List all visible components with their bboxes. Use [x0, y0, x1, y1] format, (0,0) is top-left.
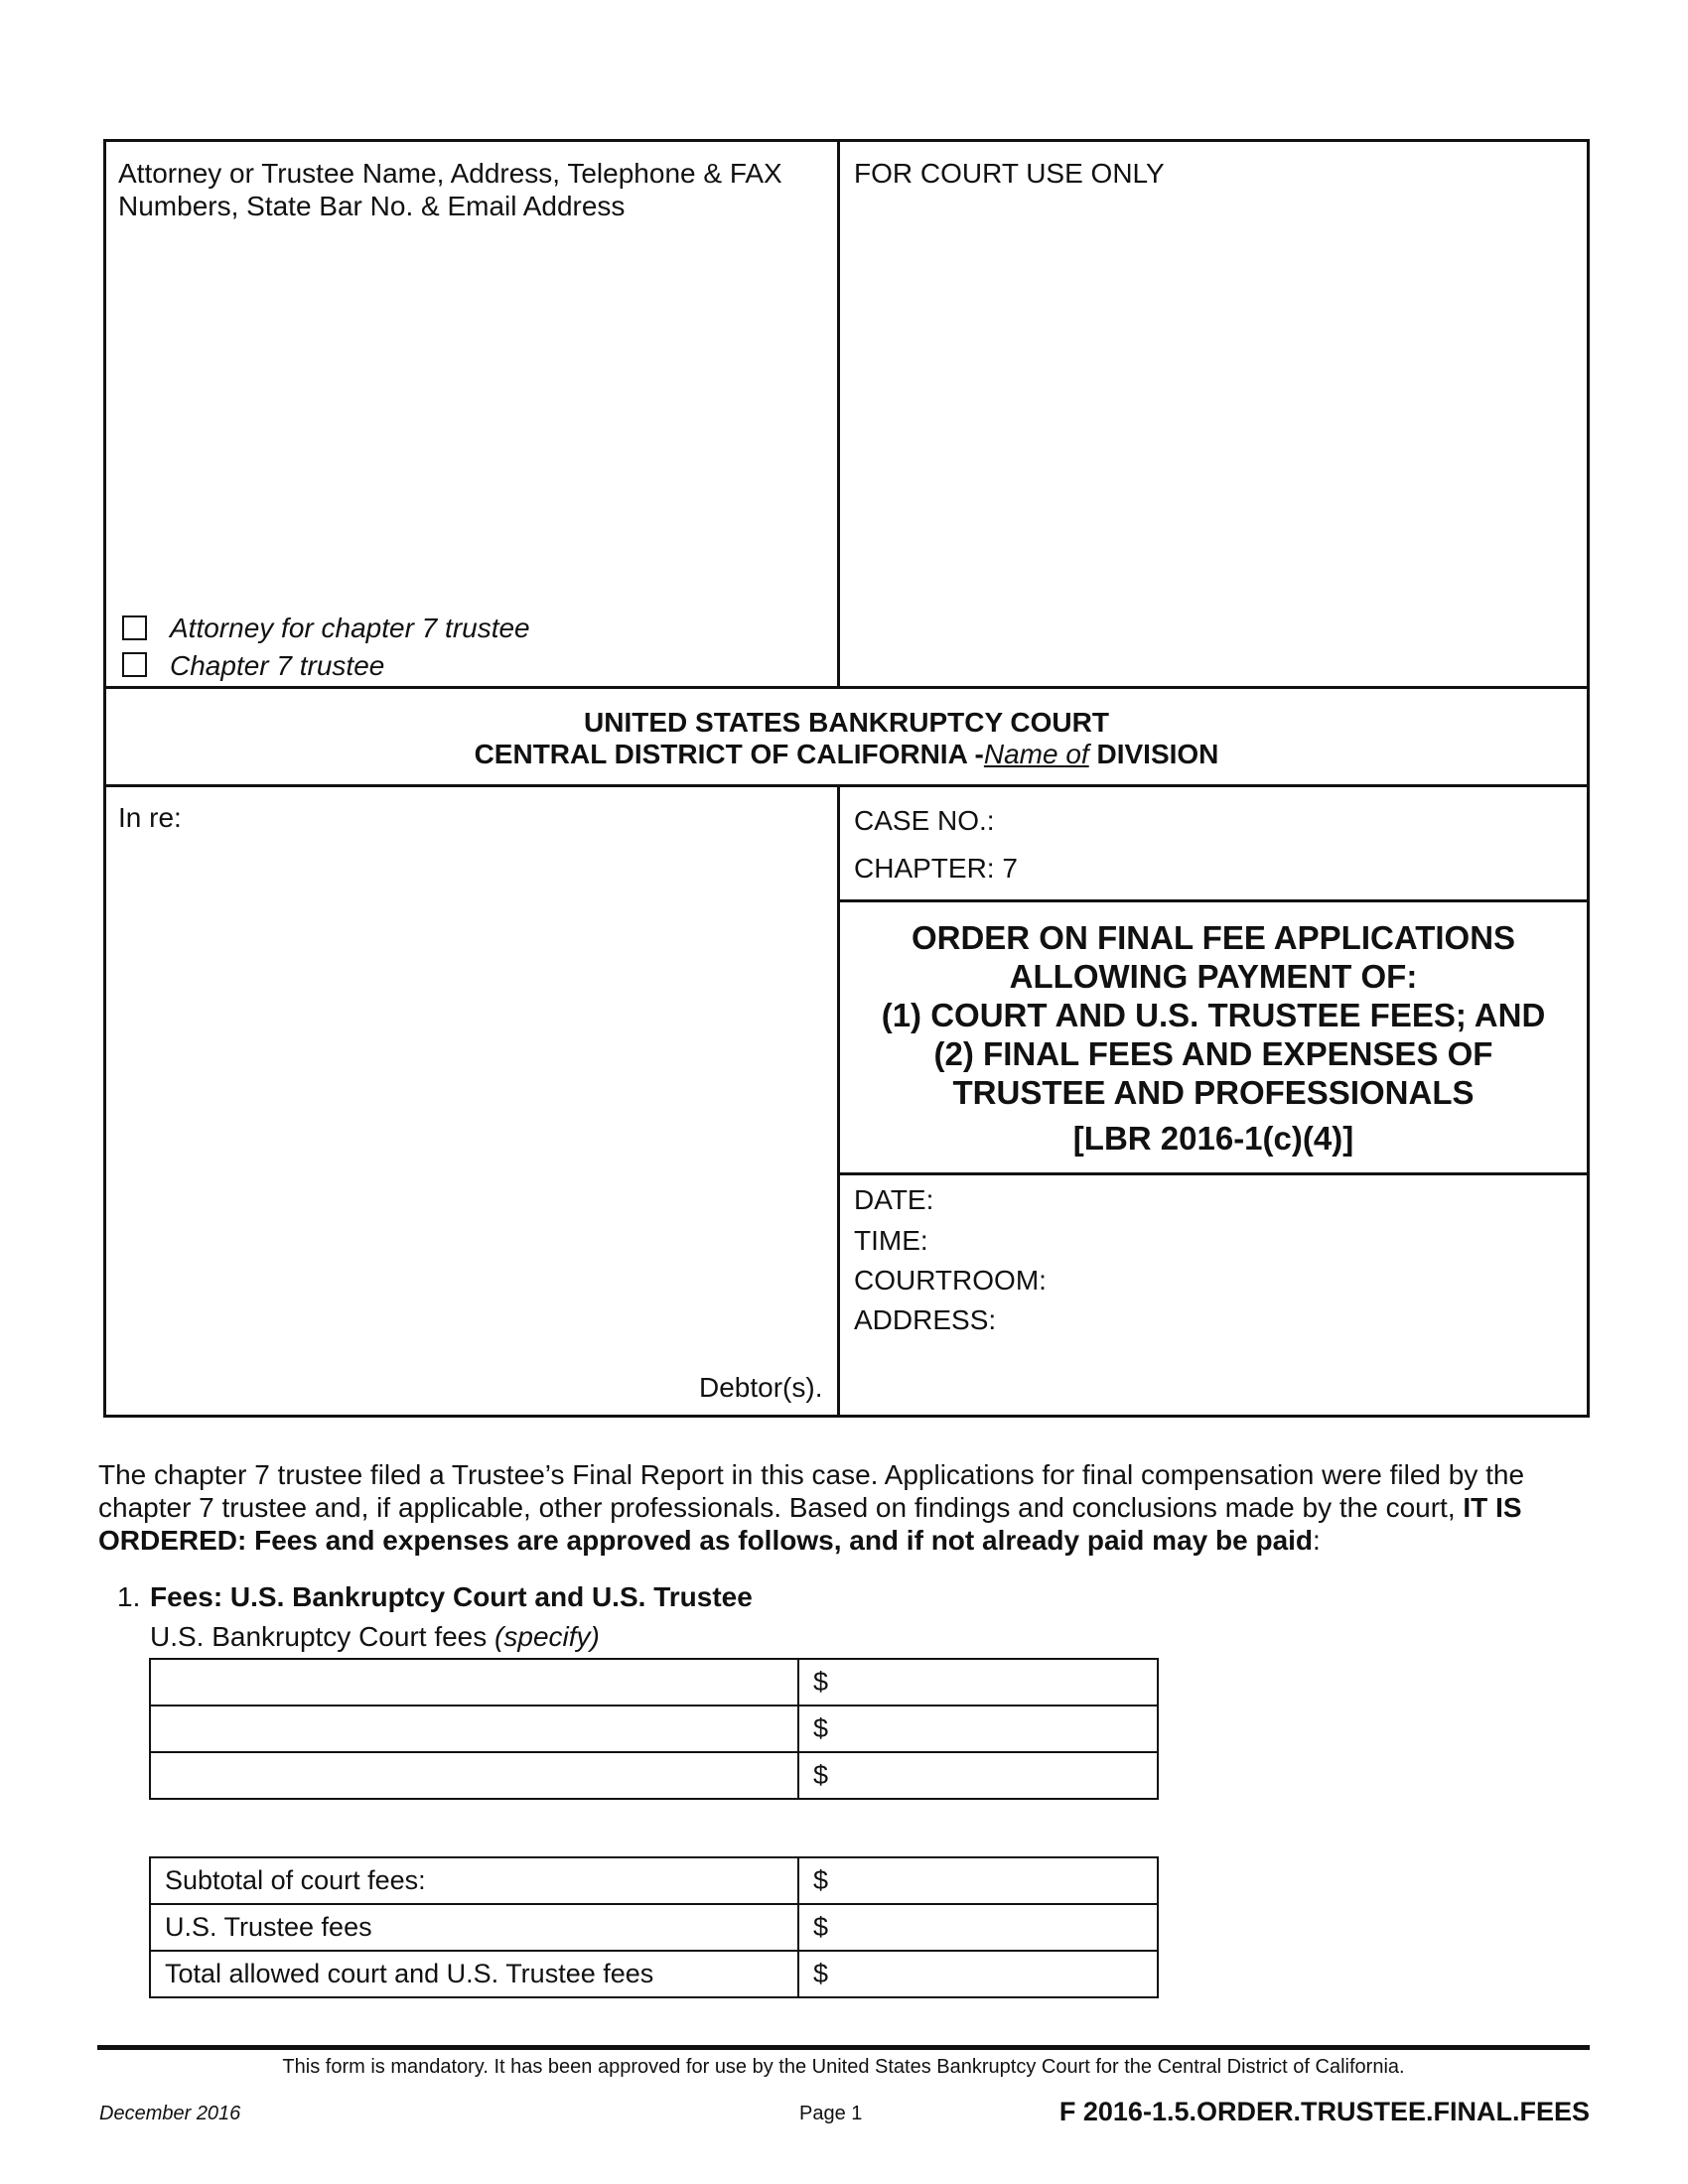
chapter-rule	[837, 899, 1590, 902]
trustee-checkbox[interactable]	[122, 652, 147, 677]
court-fees-label	[150, 1620, 600, 1653]
table-row	[150, 1659, 1158, 1706]
case-no-label: CASE NO.:	[854, 805, 995, 836]
table-row	[150, 1752, 1158, 1799]
address-label: ADDRESS:	[854, 1304, 997, 1335]
summary-amount-cell[interactable]: $	[798, 1904, 1158, 1951]
attorney-label-line2: Numbers, State Bar No. & Email Address	[118, 191, 626, 221]
table-row	[150, 1857, 1158, 1904]
intro-line2-text: chapter 7 trustee and, if applicable, other professionals. Based on findings and conclusions made by the court,	[98, 1492, 1464, 1523]
title-line-3: (1) COURT AND U.S. TRUSTEE FEES; AND	[881, 997, 1546, 1033]
section1-number: 1.	[117, 1581, 141, 1612]
court-district	[103, 738, 1590, 770]
intro-line3-colon: :	[1313, 1525, 1321, 1556]
order-title	[840, 918, 1587, 1158]
date-label: DATE:	[854, 1184, 934, 1215]
intro-paragraph-line3	[98, 1524, 1321, 1557]
title-line-5: TRUSTEE AND PROFESSIONALS	[952, 1074, 1475, 1111]
in-re-label: In re:	[118, 802, 182, 833]
title-rule-ref: [LBR 2016-1(c)(4)]	[1072, 1120, 1354, 1157]
table-row	[150, 1706, 1158, 1752]
summary-amount-cell[interactable]: $	[798, 1857, 1158, 1904]
division-name-placeholder[interactable]: Name of	[983, 739, 1089, 769]
court-use-label: FOR COURT USE ONLY	[854, 158, 1165, 189]
top-divider	[837, 139, 840, 689]
title-rule	[837, 1172, 1590, 1175]
trustee-checkbox-label: Chapter 7 trustee	[170, 650, 385, 681]
court-band-bottom-rule	[103, 784, 1590, 787]
title-line-1: ORDER ON FINAL FEE APPLICATIONS	[911, 919, 1516, 956]
court-fee-desc-cell[interactable]	[150, 1752, 798, 1799]
intro-paragraph-line1: The chapter 7 trustee filed a Trustee’s Final Report in this case. Applications for final compensation were filed by the	[98, 1459, 1525, 1490]
chapter-label: CHAPTER: 7	[854, 853, 1018, 884]
court-fee-amount-cell[interactable]: $	[798, 1752, 1158, 1799]
court-fees-label-text: U.S. Bankruptcy Court fees	[150, 1621, 495, 1652]
footer-mandatory: This form is mandatory. It has been approved for use by the United States Bankruptcy Court for the Central District of California.	[282, 2056, 1405, 2078]
court-district-prefix: CENTRAL DISTRICT OF CALIFORNIA -	[474, 739, 984, 769]
section1-title: Fees: U.S. Bankruptcy Court and U.S. Trustee	[150, 1581, 753, 1612]
attorney-checkbox-label: Attorney for chapter 7 trustee	[170, 613, 530, 643]
court-band-top-rule	[103, 686, 1590, 689]
debtor-label: Debtor(s).	[699, 1372, 823, 1403]
intro-paragraph-line2	[98, 1491, 1522, 1524]
court-fee-desc-cell[interactable]	[150, 1706, 798, 1752]
caption-frame	[103, 139, 1590, 1418]
fee-summary-table	[149, 1856, 1159, 1998]
court-name: UNITED STATES BANKRUPTCY COURT	[584, 707, 1109, 738]
table-row	[150, 1951, 1158, 1997]
footer-form-id: F 2016-1.5.ORDER.TRUSTEE.FINAL.FEES	[1058, 2097, 1590, 2126]
attorney-checkbox[interactable]	[122, 615, 147, 640]
summary-desc-cell: U.S. Trustee fees	[150, 1904, 798, 1951]
court-fees-table	[149, 1658, 1159, 1800]
court-fee-desc-cell[interactable]	[150, 1659, 798, 1706]
court-district-suffix: DIVISION	[1088, 739, 1219, 769]
summary-desc-cell: Total allowed court and U.S. Trustee fees	[150, 1951, 798, 1997]
court-fee-amount-cell[interactable]: $	[798, 1659, 1158, 1706]
intro-line3-bold: ORDERED: Fees and expenses are approved as follows, and if not already paid may be paid	[98, 1525, 1314, 1556]
title-line-4: (2) FINAL FEES AND EXPENSES OF	[933, 1035, 1493, 1072]
table-row	[150, 1904, 1158, 1951]
courtroom-label: COURTROOM:	[854, 1265, 1047, 1296]
time-label: TIME:	[854, 1225, 928, 1256]
court-fees-specify: (specify)	[494, 1621, 600, 1652]
summary-amount-cell[interactable]: $	[798, 1951, 1158, 1997]
summary-desc-cell: Subtotal of court fees:	[150, 1857, 798, 1904]
court-fee-amount-cell[interactable]: $	[798, 1706, 1158, 1752]
intro-line2-bold: IT IS	[1463, 1492, 1522, 1523]
footer-date: December 2016	[99, 2103, 241, 2124]
footer-rule	[97, 2045, 1590, 2050]
title-line-2: ALLOWING PAYMENT OF:	[1009, 958, 1418, 995]
footer-page-number: Page 1	[799, 2103, 863, 2124]
attorney-label-line1: Attorney or Trustee Name, Address, Telephone & FAX	[118, 158, 782, 189]
